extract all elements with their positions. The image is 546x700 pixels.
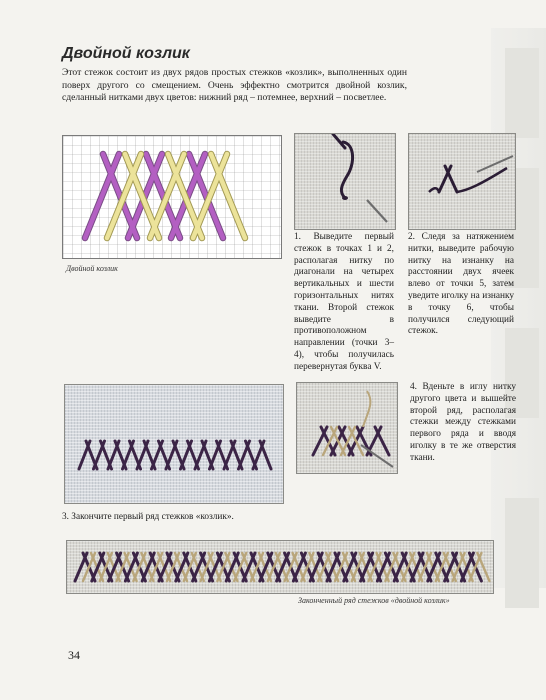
diagram-caption: Двойной козлик (66, 264, 118, 273)
intro-paragraph: Этот стежок состоит из двух рядов простых стежков «козлик», выполненных один поверх другого со смещением. Очень эффектно смотрится двойной козлик, сделанный нитками двух цветов: нижний ряд – потемнее, верхний – посветлее. (62, 67, 407, 103)
step-4-text: 4. Вденьте в иглу нитку другого цвета и вышейте второй ряд, располагая стежки между стежками первого ряда и вводя иголку в те же отверстия ткани. (410, 382, 516, 463)
finished-row-photo (66, 540, 494, 594)
step-2-text: 2. Следя за натяжением нитки, выведите рабочую нитку на изнанку на расстоянии двух ячеек влево от точки 5, затем уведите иголку на изнанку в точку 6, чтобы получился следующий стежок. (408, 232, 514, 337)
step-3-photo (64, 384, 284, 504)
step-4-photo (296, 382, 398, 474)
step-3-text: 3. Закончите первый ряд стежков «козлик». (62, 512, 234, 522)
page-number: 34 (68, 648, 80, 662)
step-2-photo (408, 133, 516, 230)
step-1-text: 1. Выведите первый стежок в точках 1 и 2, располагая нитку по диагонали на четырех вертикальных и шести горизонтальных нитях ткани. Второй стежок выведите в противоположном направлении (точки 3–4), чтобы получилась перевернутая буква V. (294, 232, 394, 372)
step-1-photo (294, 133, 396, 230)
stitch-diagram (62, 135, 282, 259)
finished-row-caption: Законченный ряд стежков «двойной козлик» (298, 596, 450, 605)
page-title: Двойной козлик (62, 45, 190, 62)
